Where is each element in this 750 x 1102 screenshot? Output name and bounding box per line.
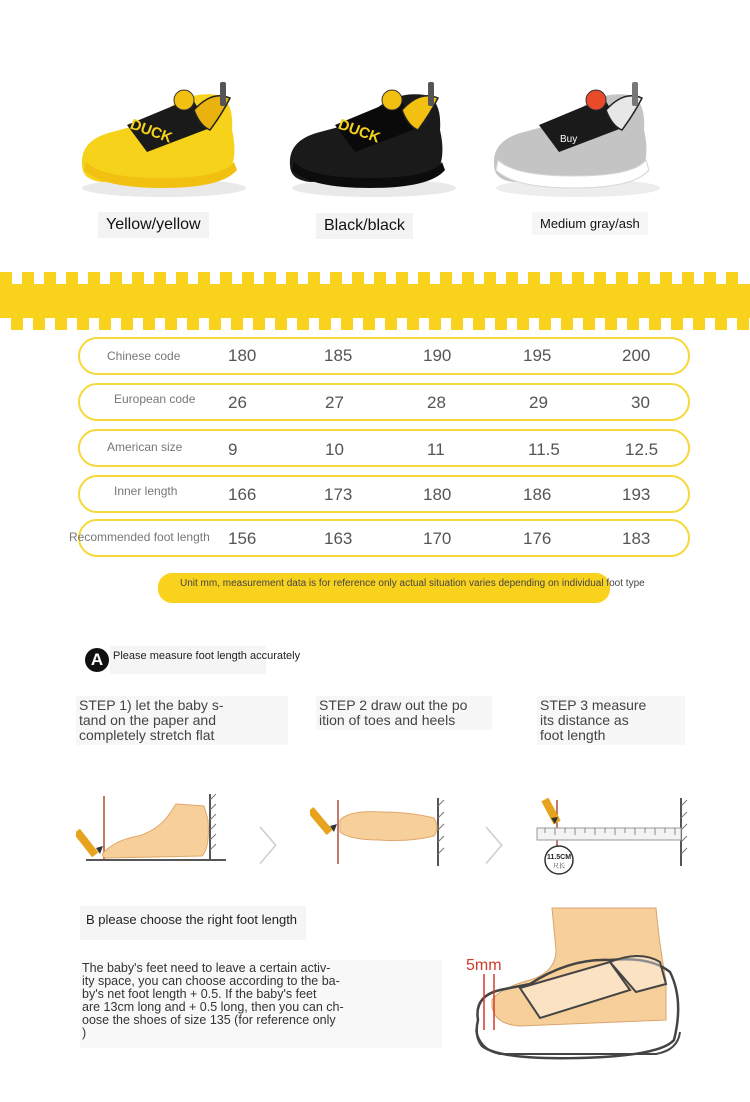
size-cell: 193 — [622, 485, 651, 504]
color-label-black[interactable]: Black/black — [316, 213, 413, 239]
color-label-yellow[interactable]: Yellow/yellow — [98, 212, 209, 238]
step-2-text: STEP 2 draw out the po ition of toes and heels — [316, 696, 492, 730]
size-cell: 28 — [427, 393, 446, 412]
step-2-foot-illustration — [310, 796, 450, 868]
row-label: American size — [107, 440, 183, 454]
svg-text:DUCK: DUCK — [127, 115, 175, 147]
chevron-right-icon: 〉 — [258, 825, 298, 869]
shoe-gray-image[interactable] — [486, 70, 666, 200]
size-cell: 190 — [423, 346, 452, 365]
step-3-ruler-illustration — [533, 796, 689, 876]
size-cell: 166 — [228, 485, 257, 504]
size-cell: 200 — [622, 346, 651, 365]
size-cell: 170 — [423, 529, 452, 548]
ruler-badge-value: 11.5CM — [546, 854, 572, 861]
section-b-title: B please choose the right foot length — [80, 906, 306, 940]
section-a-badge: A — [85, 648, 109, 672]
row-label: Chinese code — [107, 349, 181, 363]
gap-label: 5mm — [466, 957, 502, 974]
size-cell: 183 — [622, 529, 651, 548]
size-cell: 173 — [324, 485, 353, 504]
shoe-black-image[interactable] — [282, 70, 462, 200]
size-cell: 26 — [228, 393, 247, 412]
foot-in-shoe-illustration — [460, 900, 690, 1065]
size-cell: 180 — [423, 485, 452, 504]
size-cell: 156 — [228, 529, 257, 548]
size-cell: 30 — [631, 393, 650, 412]
shoe-yellow-image[interactable] — [72, 70, 252, 200]
size-cell: 12.5 — [625, 440, 659, 459]
size-cell: 11.5 — [528, 440, 560, 459]
size-cell: 9 — [228, 440, 238, 459]
row-label: Recommended foot length — [69, 530, 210, 544]
size-cell: 27 — [325, 393, 344, 412]
step-1-text: STEP 1) let the baby s- tand on the paper and completely stretch flat — [76, 696, 288, 745]
row-label: European code — [114, 392, 196, 406]
row-label: Inner length — [114, 484, 178, 498]
size-cell: 176 — [523, 529, 552, 548]
step-3-text: STEP 3 measure its distance as foot length — [537, 696, 685, 745]
size-cell: 10 — [325, 440, 344, 459]
chevron-right-icon: 〉 — [484, 825, 524, 869]
decorative-band — [0, 272, 750, 330]
size-cell: 29 — [529, 393, 548, 412]
size-cell: 186 — [523, 485, 552, 504]
measurement-note-text: Unit mm, measurement data is for reference only actual situation varies depending on individual foot type — [180, 578, 645, 589]
size-cell: 180 — [228, 346, 257, 365]
step-1-foot-illustration — [76, 790, 232, 866]
buy-overlay-text: Buy — [560, 134, 578, 145]
section-a-title: Please measure foot length accurately — [110, 646, 266, 674]
size-cell: 195 — [523, 346, 552, 365]
size-cell: 11 — [427, 440, 445, 459]
svg-text:DUCK: DUCK — [335, 115, 383, 147]
ruler-badge-unit: 尺长 — [552, 863, 566, 870]
size-cell: 163 — [324, 529, 353, 548]
color-label-gray[interactable]: Medium gray/ash — [532, 212, 648, 235]
section-b-description: The baby's feet need to leave a certain activ- ity space, you can choose according to the ba- by's net foot length + 0.5. If the baby's feet are 13cm long and + 0.5 long, then you can ch- oose the shoes of size 135 (for reference only ) — [80, 960, 442, 1048]
size-cell: 185 — [324, 346, 353, 365]
